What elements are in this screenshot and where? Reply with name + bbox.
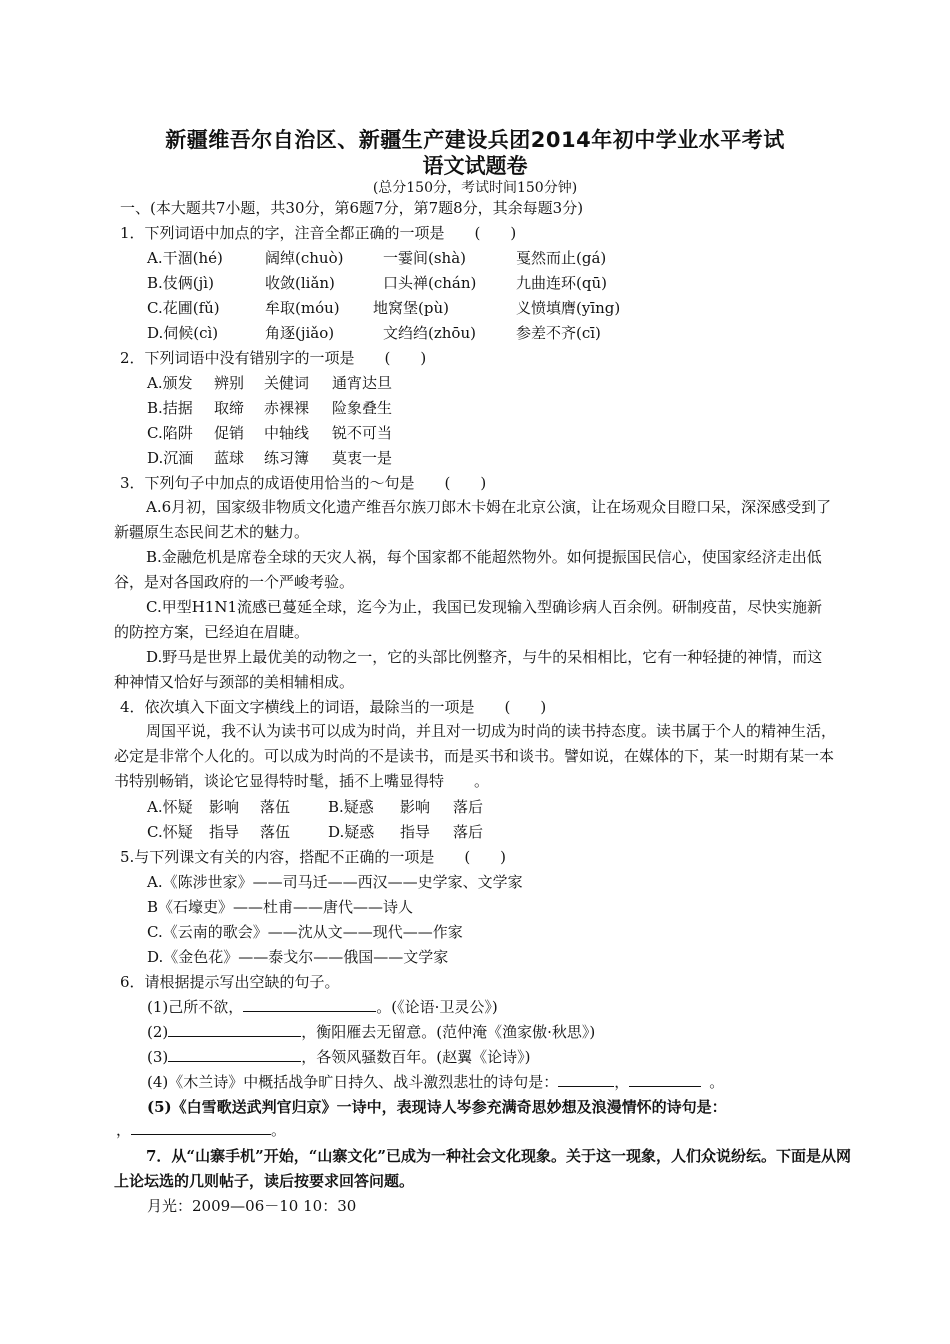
question-5-option-d: D.《金色花》——泰戈尔——俄国——文学家 <box>147 948 449 966</box>
option-cell: C.怀疑 <box>147 823 193 841</box>
item-text: ，各领风骚数百年。(赵翼《论诗》) <box>301 1048 531 1066</box>
option-cell: 蓝球 <box>214 449 245 467</box>
option-cell: 落伍 <box>260 823 291 841</box>
option-cell: 关健词 <box>264 374 310 392</box>
option-cell: 口头禅(chán) <box>383 274 477 292</box>
question-1-option-d <box>147 323 601 343</box>
option-cell: 莫衷一是 <box>332 449 393 467</box>
question-7-stem: 7．从“山寨手机”开始，“山寨文化”已成为一种社会文化现象。关于这一现象，人们众说纷纭。下面是从网上论坛选的几则帖子，读后按要求回答问题。 <box>114 1147 851 1190</box>
option-cell: 取缔 <box>214 399 245 417</box>
question-3-option-b: B.金融危机是席卷全球的天灾人祸，每个国家都不能超然物外。如何提振国民信心，使国家经济走出低谷，是对各国政府的一个严峻考验。 <box>114 548 822 591</box>
question-2-stem: 2．下列词语中没有错别字的一项是 ( ) <box>120 349 427 367</box>
option-cell: 锐不可当 <box>332 424 393 442</box>
answer-blank[interactable] <box>131 1120 271 1135</box>
question-6-item-2 <box>147 1022 595 1042</box>
question-1-option-a <box>147 248 606 268</box>
item-text: ， <box>116 1121 132 1139</box>
answer-blank[interactable] <box>168 1047 301 1062</box>
page-title: 新疆维吾尔自治区、新疆生产建设兵团2014年初中学业水平考试 <box>165 128 785 152</box>
item-text: ， <box>614 1073 630 1091</box>
question-4-options-ab <box>147 797 483 817</box>
answer-blank[interactable] <box>243 997 376 1012</box>
question-2-option-b <box>147 398 392 418</box>
question-1-stem: 1．下列词语中加点的字，注音全都正确的一项是 ( ) <box>120 224 517 242</box>
option-cell: A.怀疑 <box>147 798 193 816</box>
question-5-option-c: C.《云南的歌会》——沈从文——现代——作家 <box>147 923 463 941</box>
item-text: 。 <box>709 1073 725 1091</box>
option-cell: 地窝堡(pù) <box>373 299 449 317</box>
section-heading: 一、(本大题共7小题，共30分，第6题7分，第7题8分，其余每题3分) <box>120 199 584 217</box>
option-cell: 一霎间(shà) <box>383 249 467 267</box>
forum-post-header: 月光：2009—06－10 10：30 <box>147 1197 357 1215</box>
option-cell: 戛然而止(gá) <box>516 249 607 267</box>
item-text: (2) <box>147 1023 169 1041</box>
question-3-stem: 3．下列句子中加点的成语使用恰当的～句是 ( ) <box>120 474 487 492</box>
item-text: (3) <box>147 1048 169 1066</box>
option-cell: 辨别 <box>214 374 245 392</box>
question-2-option-a <box>147 373 392 393</box>
option-cell: D.疑惑 <box>328 823 375 841</box>
question-2-option-c <box>147 423 392 443</box>
option-cell: C.花圃(fǔ) <box>147 299 220 317</box>
option-cell: 险象叠生 <box>332 399 393 417</box>
option-cell: 牟取(móu) <box>265 299 340 317</box>
question-5-option-a: A.《陈涉世家》——司马迁——西汉——史学家、文学家 <box>147 873 523 891</box>
question-6-item-3 <box>147 1047 530 1067</box>
option-cell: D.沉湎 <box>147 449 194 467</box>
question-3-option-a: A.6月初，国家级非物质文化遗产维吾尔族刀郎木卡姆在北京公演，让在场观众目瞪口呆，深深感受到了新疆原生态民间艺术的魅力。 <box>114 498 832 541</box>
page-subtitle: 语文试题卷 <box>422 154 528 178</box>
question-1-option-b <box>147 273 607 293</box>
option-cell: 通宵达旦 <box>332 374 393 392</box>
item-text: 。 <box>271 1121 287 1139</box>
question-6-item-4 <box>147 1072 724 1092</box>
option-cell: 落后 <box>453 798 484 816</box>
option-cell: D.伺候(cì) <box>147 324 219 342</box>
option-cell: 指导 <box>400 823 431 841</box>
option-cell: 指导 <box>209 823 240 841</box>
question-4-passage: 周国平说，我不认为读书可以成为时尚，并且对一切成为时尚的读书持态度。读书属于个人的精神生活，必定是非常个人化的。可以成为时尚的不是读书，而是买书和谈书。譬如说，在媒体的下，某一时期有某一本书特别畅销，谈论它显得特时髦，插不上嘴显得特 。 <box>114 722 837 790</box>
option-cell: 义愤填膺(yīng) <box>516 299 621 317</box>
option-cell: 参差不齐(cī) <box>516 324 601 342</box>
answer-blank[interactable] <box>168 1022 301 1037</box>
option-cell: 落后 <box>453 823 484 841</box>
item-text: ，衡阳雁去无留意。(范仲淹《渔家傲·秋思》) <box>301 1023 596 1041</box>
question-3-option-c: C.甲型H1N1流感已蔓延全球，迄今为止，我国已发现输入型确诊病人百余例。研制疫苗，尽快实施新的防控方案，已经迫在眉睫。 <box>114 598 823 641</box>
question-6-item-1 <box>147 997 498 1017</box>
option-cell: 影响 <box>209 798 240 816</box>
question-6-stem: 6．请根据提示写出空缺的句子。 <box>120 973 340 991</box>
answer-blank[interactable] <box>558 1072 614 1087</box>
question-4-options-cd <box>147 822 483 842</box>
question-5-option-b: B《石壕吏》——杜甫——唐代——诗人 <box>147 898 414 916</box>
option-cell: 阔绰(chuò) <box>265 249 344 267</box>
question-3-option-d: D.野马是世界上最优美的动物之一，它的头部比例整齐，与牛的呆相相比，它有一种轻捷的神情，而这种神情又恰好与颈部的美相辅相成。 <box>114 648 823 691</box>
item-text: 。(《论语·卫灵公》) <box>376 998 498 1016</box>
question-5-stem: 5.与下列课文有关的内容，搭配不正确的一项是 ( ) <box>120 848 507 866</box>
option-cell: 角逐(jiǎo) <box>265 324 335 342</box>
question-2-option-d <box>147 448 392 468</box>
exam-info: (总分150分，考试时间150分钟) <box>372 180 578 196</box>
item-text: (4)《木兰诗》中概括战争旷日持久、战斗激烈悲壮的诗句是： <box>147 1073 559 1091</box>
option-cell: B.伎俩(jì) <box>147 274 214 292</box>
option-cell: C.陷阱 <box>147 424 193 442</box>
question-4-stem: 4．依次填入下面文字横线上的词语，最除当的一项是 ( ) <box>120 698 547 716</box>
option-cell: B.疑惑 <box>328 798 374 816</box>
option-cell: 练习簿 <box>264 449 310 467</box>
option-cell: 九曲连环(qū) <box>516 274 607 292</box>
question-6-item-5-answer <box>116 1120 286 1140</box>
item-text: (1)己所不欲， <box>147 998 244 1016</box>
question-1-option-c <box>147 298 620 318</box>
option-cell: A.干涸(hé) <box>147 249 223 267</box>
option-cell: A.颁发 <box>147 374 193 392</box>
option-cell: 文绉绉(zhōu) <box>383 324 476 342</box>
option-cell: 赤裸裸 <box>264 399 310 417</box>
option-cell: 促销 <box>214 424 245 442</box>
option-cell: 影响 <box>400 798 431 816</box>
option-cell: B.拮据 <box>147 399 193 417</box>
question-6-item-5: (5)《白雪歌送武判官归京》一诗中，表现诗人岑参充满奇思妙想及浪漫情怀的诗句是： <box>147 1098 727 1116</box>
option-cell: 中轴线 <box>264 424 310 442</box>
answer-blank[interactable] <box>629 1072 701 1087</box>
option-cell: 落伍 <box>260 798 291 816</box>
option-cell: 收敛(liǎn) <box>265 274 335 292</box>
